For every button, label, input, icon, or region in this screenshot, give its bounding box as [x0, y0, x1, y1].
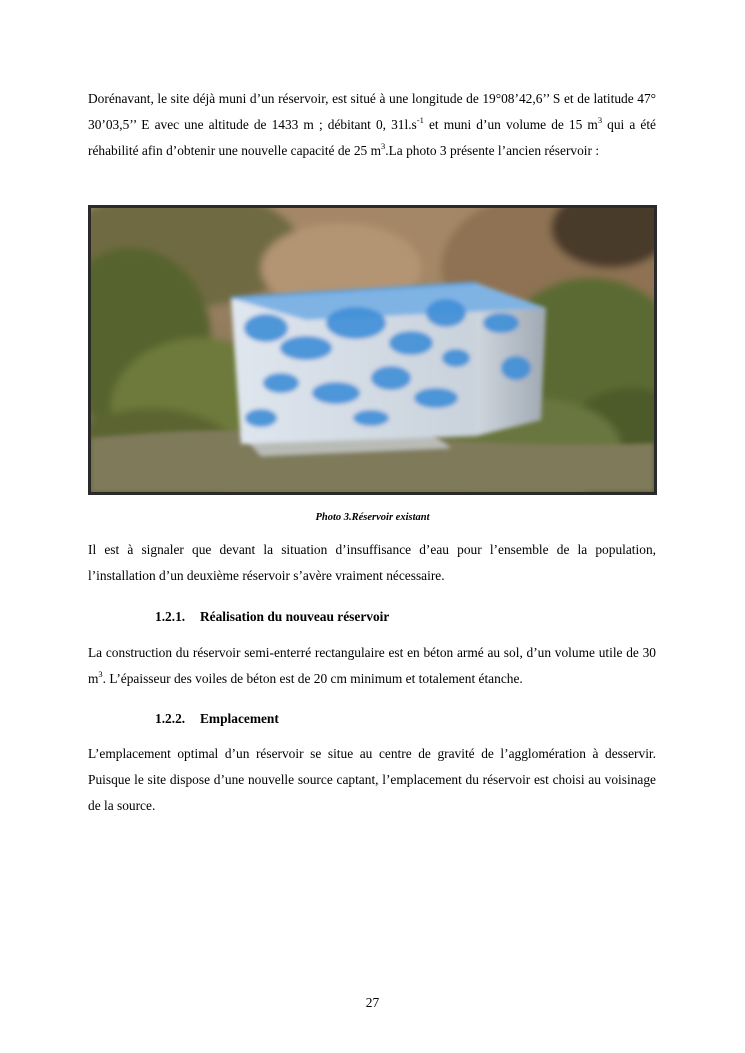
paragraph-1-text-b: et muni d’un volume de 15 m: [423, 117, 598, 132]
paragraph-1-superscript-b: 3: [597, 114, 603, 125]
paragraph-1-text-c: qui a été réhabilité afin d’obtenir une nouvelle capacité de 25 m: [88, 117, 656, 158]
reservoir-photo-illustration: [91, 208, 654, 492]
section-heading-location: [155, 709, 279, 729]
paragraph-1-superscript-c: 3: [381, 140, 386, 151]
page-number: 27: [365, 995, 380, 1010]
paragraph-insufficiency: Il est à signaler que devant la situation d’insuffisance d’eau pour l’ensemble de la population, l’installation d’un deuxième réservoir s’avère vraiment nécessaire.: [88, 542, 656, 583]
photo-existing-reservoir: [88, 205, 657, 495]
paragraph-1-text-a: Dorénavant, le site déjà muni d’un réservoir, est situé à une longitude de 19°08’42,6’’ S et de latitude 47° 30’03,5’’ E avec une altitude de 1433 m ; débitant 0, 31l.s: [88, 91, 656, 132]
section-number: 1.2.1.: [155, 609, 186, 624]
section-title: Réalisation du nouveau réservoir: [200, 609, 390, 624]
paragraph-1-superscript-a: -1: [416, 114, 424, 125]
section-title: Emplacement: [200, 711, 279, 726]
section-heading-new-reservoir: [155, 607, 389, 627]
photo-caption: Photo 3.Réservoir existant: [315, 512, 430, 523]
paragraph-1-text-d: .La photo 3 présente l’ancien réservoir :: [385, 143, 600, 158]
paragraph-location: L’emplacement optimal d’un réservoir se situe au centre de gravité de l’agglomération à desservir. Puisque le site dispose d’une nouvelle source captant, l’emplacement du réservoir est choisi au voisinage de la source.: [88, 746, 656, 813]
paragraph-3-superscript-a: 3: [98, 668, 103, 679]
water-tank: [231, 283, 546, 444]
section-number: 1.2.2.: [155, 711, 186, 726]
paragraph-site-description: [88, 86, 656, 164]
paragraph-3-text-a: La construction du réservoir semi-enterré rectangulaire est en béton armé au sol, d’un volume utile de 30 m: [88, 645, 656, 686]
paragraph-3-text-b: . L’épaisseur des voiles de béton est de 20 cm minimum et totalement étanche.: [102, 671, 523, 686]
paragraph-construction: [88, 640, 656, 692]
